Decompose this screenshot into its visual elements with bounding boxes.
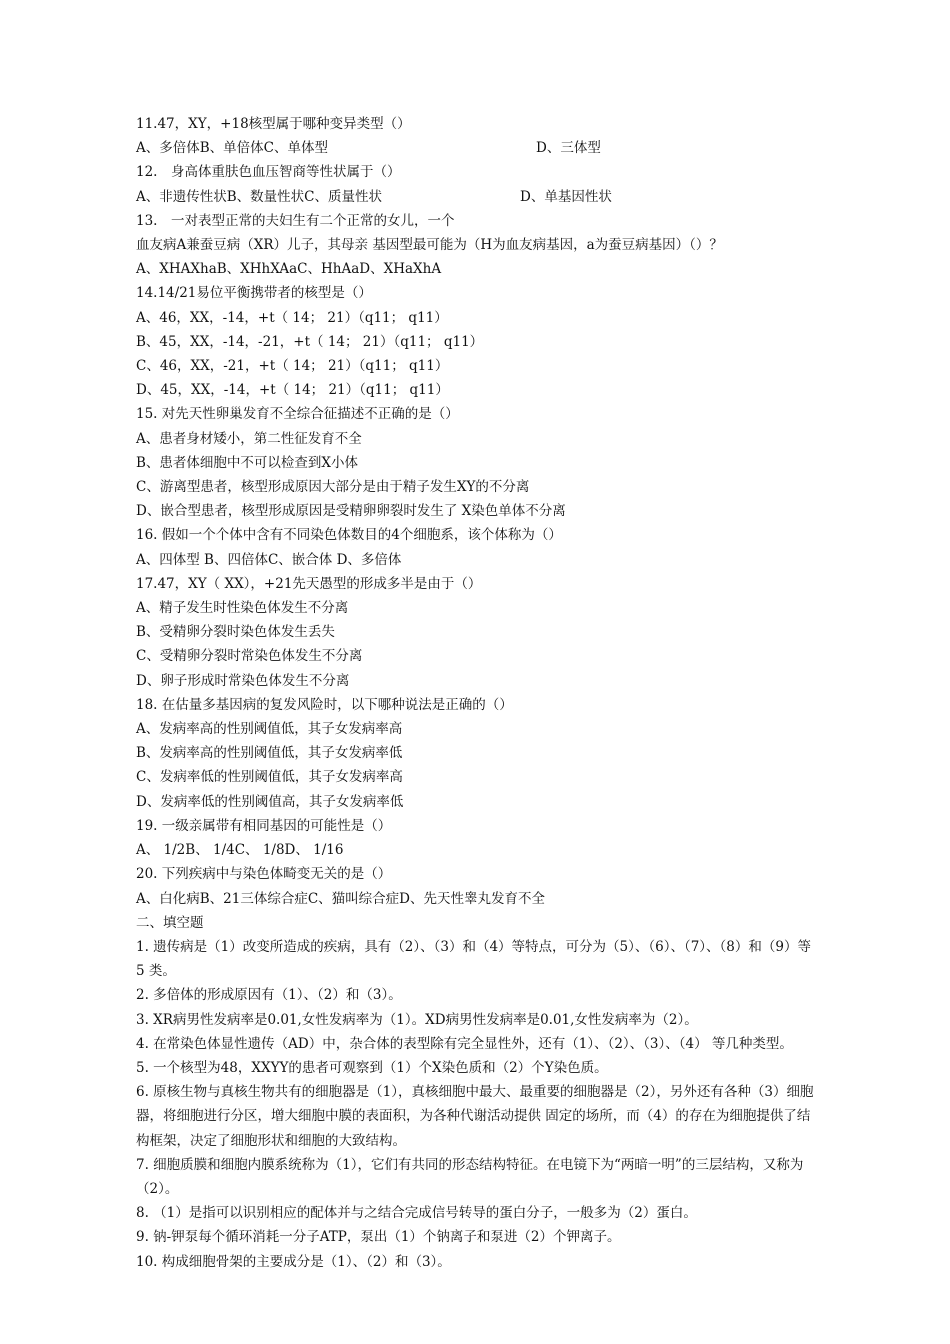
- q20-stem: 20. 下列疾病中与染色体畸变无关的是（）: [136, 866, 392, 883]
- q13-stem-line1: 13. 一对表型正常的夫妇生有二个正常的女儿，一个: [136, 212, 455, 229]
- q11-options: [136, 136, 816, 160]
- q12-options: [136, 185, 816, 209]
- q14-stem: 14.14/21易位平衡携带者的核型是（）: [136, 285, 372, 302]
- q15-option-c: C、游离型患者，核型形成原因大部分是由于精子发生XY的不分离: [136, 479, 530, 496]
- q17-option-d: D、卵子形成时常染色体发生不分离: [136, 672, 350, 689]
- q11-option-d: D、三体型: [536, 140, 601, 157]
- section-heading-fill-blank: 二、填空题: [136, 914, 204, 931]
- q15-option-b: B、患者体细胞中不可以检查到X小体: [136, 454, 359, 471]
- q13-options: A、XHAXhaB、XHhXAaC、HhAaD、XHaXhA: [136, 261, 442, 278]
- q16-stem: 16. 假如一个个体中含有不同染色体数目的4个细胞系，该个体称为（）: [136, 527, 562, 544]
- q12-options-abc: A、非遗传性状B、数量性状C、质量性状: [136, 188, 382, 205]
- q14-option-c: C、46，XX，-21，+t（ 14； 21）（q11； q11）: [136, 358, 449, 375]
- q14-option-a: A、46，XX，-14，+t（ 14； 21）（q11； q11）: [136, 309, 448, 326]
- q15-stem: 15. 对先天性卵巢发育不全综合征描述不正确的是（）: [136, 406, 459, 423]
- q19-stem: 19. 一级亲属带有相同基因的可能性是（）: [136, 817, 392, 834]
- q16-options: A、四体型 B、四倍体C、嵌合体 D、多倍体: [136, 551, 402, 568]
- q11-options-abc: A、多倍体B、单倍体C、单体型: [136, 140, 328, 157]
- fill-5: 5. 一个核型为48，XXYY的患者可观察到（1）个X染色质和（2）个Y染色质。: [136, 1059, 608, 1076]
- q15-option-d: D、嵌合型患者，核型形成原因是受精卵卵裂时发生了 X染色单体不分离: [136, 503, 566, 520]
- q17-option-c: C、受精卵分裂时常染色体发生不分离: [136, 648, 363, 665]
- q18-option-a: A、发病率高的性别阈值低，其子女发病率高: [136, 721, 403, 738]
- fill-2: 2. 多倍体的形成原因有（1）、（2）和（3）。: [136, 987, 402, 1004]
- fill-9: 9. 钠-钾泵每个循环消耗一分子ATP，泵出（1）个钠离子和泵进（2）个钾离子。: [136, 1229, 621, 1246]
- q15-option-a: A、患者身材矮小，第二性征发育不全: [136, 430, 362, 447]
- q14-option-b: B、45，XX，-14，-21，+t（ 14； 21）（q11； q11）: [136, 333, 484, 350]
- fill-3: 3. XR病男性发病率是0.01,女性发病率为（1）。XD病男性发病率是0.01,女性发病率为（2）。: [136, 1011, 698, 1028]
- q19-options: A、 1/2B、 1/4C、 1/8D、 1/16: [136, 842, 344, 859]
- q17-option-a: A、精子发生时性染色体发生不分离: [136, 600, 349, 617]
- q12-option-d: D、单基因性状: [520, 188, 612, 205]
- q17-option-b: B、受精卵分裂时染色体发生丢失: [136, 624, 335, 641]
- q13-stem-line2: 血友病A兼蚕豆病（XR）儿子，其母亲 基因型最可能为（H为血友病基因，a为蚕豆病基因）（）？: [136, 237, 723, 254]
- q20-options: A、白化病B、21三体综合症C、猫叫综合症D、先天性睾丸发育不全: [136, 890, 546, 907]
- q18-option-b: B、发病率高的性别阈值低，其子女发病率低: [136, 745, 403, 762]
- fill-4: 4. 在常染色体显性遗传（AD）中，杂合体的表型除有完全显性外，还有（1）、（2）、（3）、（4） 等几种类型。: [136, 1035, 793, 1052]
- fill-6: 6. 原核生物与真核生物共有的细胞器是（1），真核细胞中最大、最重要的细胞器是（2），另外还有各种（3）细胞器，将细胞进行分区，增大细胞中膜的表面积，为各种代谢活动提供 固定的场所，而（4）的存在为细胞提供了结构框架，决定了细胞形状和细胞的大致结构。: [136, 1084, 814, 1149]
- fill-1: 1. 遗传病是（1）改变所造成的疾病，具有（2）、（3）和（4）等特点，可分为（5）、（6）、（7）、（8）和（9）等 5 类。: [136, 938, 811, 980]
- q14-option-d: D、45，XX，-14，+t（ 14； 21）（q11； q11）: [136, 382, 449, 399]
- q18-option-c: C、发病率低的性别阈值低，其子女发病率高: [136, 769, 403, 786]
- document-page: [136, 112, 816, 1274]
- q18-option-d: D、发病率低的性别阈值高，其子女发病率低: [136, 793, 404, 810]
- q12-stem: 12. 身高体重肤色血压智商等性状属于（）: [136, 164, 401, 181]
- q17-stem: 17.47，XY（ XX），+21先天愚型的形成多半是由于（）: [136, 575, 482, 592]
- q18-stem: 18. 在估量多基因病的复发风险时，以下哪种说法是正确的（）: [136, 696, 513, 713]
- q11-stem: 11.47，XY，+18核型属于哪种变异类型（）: [136, 116, 411, 132]
- fill-10: 10. 构成细胞骨架的主要成分是（1）、（2）和（3）。: [136, 1253, 451, 1270]
- fill-7: 7. 细胞质膜和细胞内膜系统称为（1），它们有共同的形态结构特征。在电镜下为“两暗一明”的三层结构，又称为（2）。: [136, 1156, 804, 1197]
- fill-8: 8. （1）是指可以识别相应的配体并与之结合完成信号转导的蛋白分子，一般多为（2）蛋白。: [136, 1205, 697, 1222]
